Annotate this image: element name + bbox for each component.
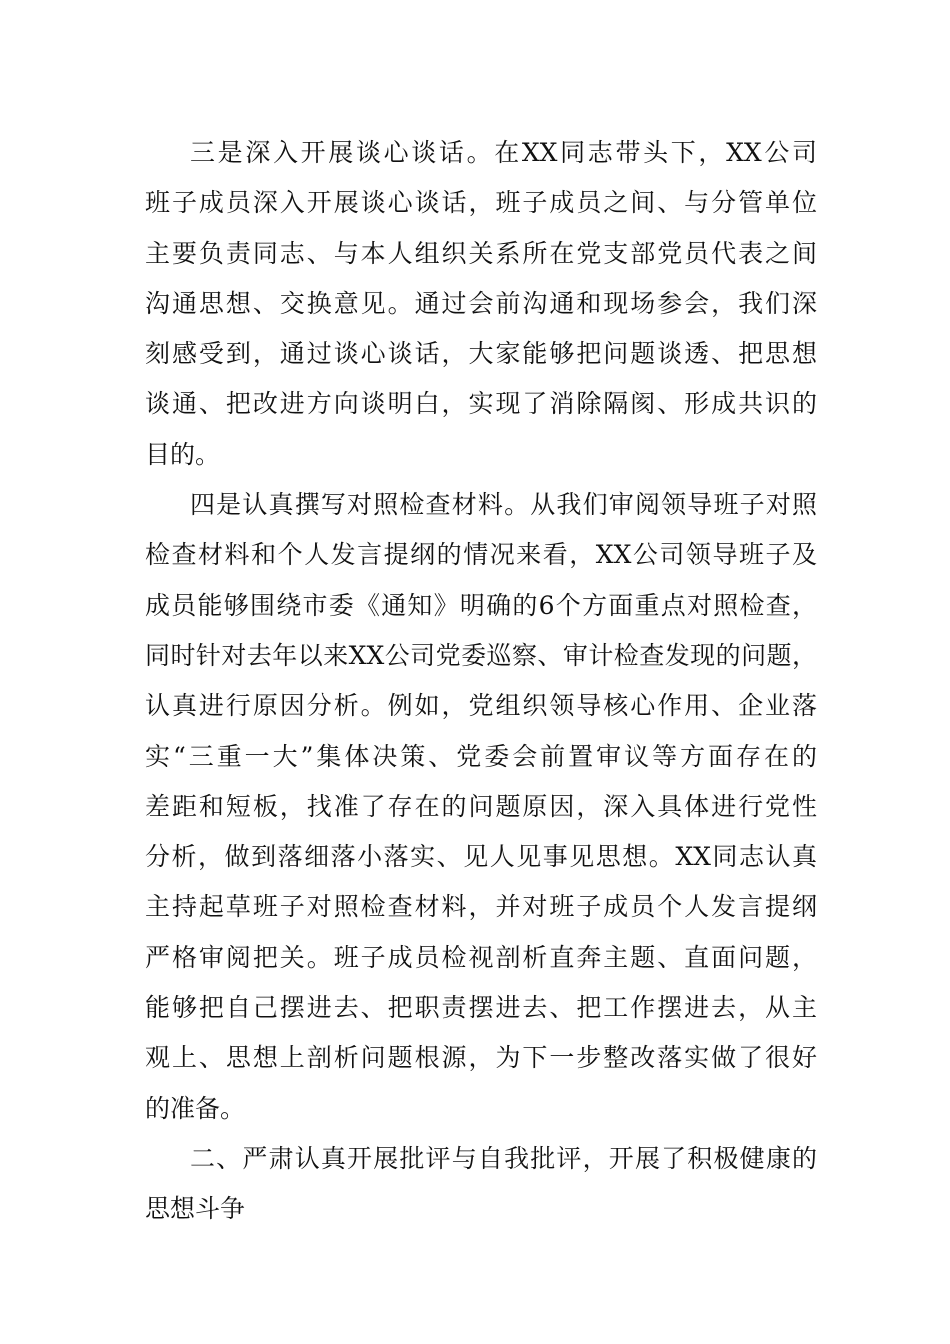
text-line: 刻感受到，通过谈心谈话，大家能够把问题谈透、把思想 <box>145 339 817 369</box>
text-line: 四是认真撰写对照检查材料。从我们审阅领导班子对照 <box>190 490 817 520</box>
text-line: 主持起草班子对照检查材料，并对班子成员个人发言提纲 <box>145 892 817 922</box>
text-line: 检查材料和个人发言提纲的情况来看，XX公司领导班子及 <box>145 540 817 570</box>
text-line: 的准备。 <box>145 1093 246 1123</box>
text-line: 成员能够围绕市委《通知》明确的6个方面重点对照检查， <box>145 590 817 620</box>
text-line: 同时针对去年以来XX公司党委巡察、审计检查发现的问题， <box>145 640 817 670</box>
text-line: 严格审阅把关。班子成员检视剖析直奔主题、直面问题， <box>145 942 817 972</box>
heading-line: 思想斗争 <box>145 1194 246 1224</box>
text-line: 沟通思想、交换意见。通过会前沟通和现场参会，我们深 <box>145 288 817 318</box>
text-line: 分析，做到落细落小落实、见人见事见思想。XX同志认真 <box>145 842 817 872</box>
text-line: 三是深入开展谈心谈话。在XX同志带头下，XX公司 <box>190 138 817 167</box>
text-line: 能够把自己摆进去、把职责摆进去、把工作摆进去，从主 <box>145 993 817 1023</box>
document-body <box>145 128 817 1235</box>
paragraph-inspection-materials <box>145 480 817 1134</box>
text-line: 主要负责同志、与本人组织关系所在党支部党员代表之间 <box>145 238 817 268</box>
text-line: 实“三重一大”集体决策、党委会前置审议等方面存在的 <box>145 741 817 771</box>
text-line: 班子成员深入开展谈心谈话，班子成员之间、与分管单位 <box>145 188 817 218</box>
heading-line: 二、严肃认真开展批评与自我批评，开展了积极健康的 <box>190 1143 817 1173</box>
text-line: 谈通、把改进方向谈明白，实现了消除隔阂、形成共识的 <box>145 389 817 419</box>
text-line: 差距和短板，找准了存在的问题原因，深入具体进行党性 <box>145 791 817 821</box>
text-line: 认真进行原因分析。例如，党组织领导核心作用、企业落 <box>145 691 817 721</box>
text-line: 观上、思想上剖析问题根源，为下一步整改落实做了很好 <box>145 1043 817 1073</box>
section-heading-criticism <box>145 1134 817 1235</box>
paragraph-heart-to-heart-talks <box>145 128 817 480</box>
text-line: 目的。 <box>145 439 221 469</box>
